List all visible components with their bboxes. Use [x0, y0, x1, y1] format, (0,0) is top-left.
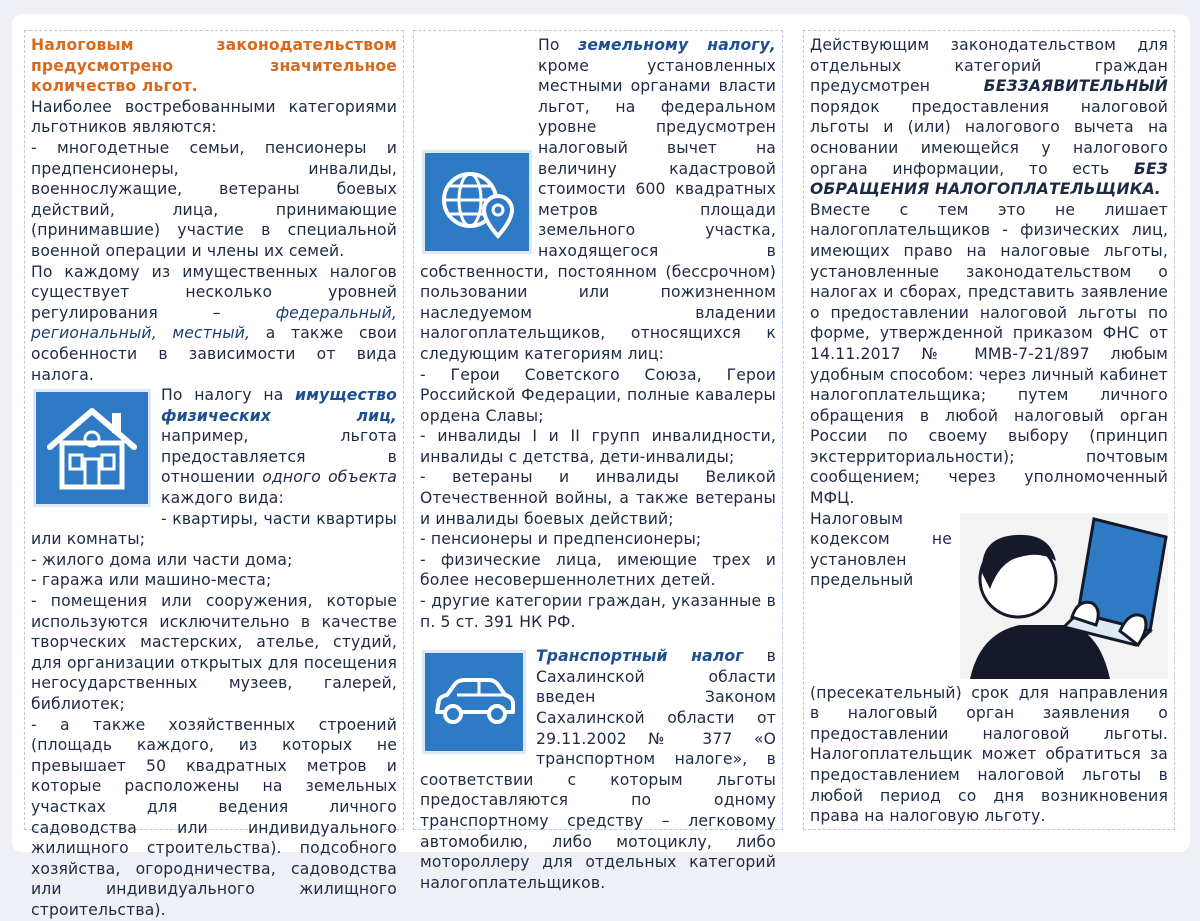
list-item: - а также хозяйственных строений (площадь каждого, из которых не превышает 50 квадратных метров и которые расположены на земельных участках для ведения личного садоводства или индивидуального жилищного строительства). подсобного хозяйства, огородничества, садоводства или индивидуального жилищного строительства).	[31, 715, 397, 919]
list-item: - гаража или машино-места;	[31, 571, 272, 590]
laptop-user-illustration	[960, 513, 1168, 679]
list-item: - помещения или сооружения, которые используются исключительно в качестве творческих мастерских, ателье, студий, для организации открытых для посещения негосударственных музеев, галерей, библиотек;	[31, 592, 397, 713]
column-property-tax	[24, 30, 404, 919]
car-icon	[422, 650, 526, 754]
no-application-paragraph: Действующим законодательством для отдельных категорий граждан предусмотрен БЕЗЗАЯВИТЕЛЬНЫЙ порядок предоставления налоговой льготы и (или) налогового вычета на основании имеющейся у налогового органа информации, то есть БЕЗ ОБРАЩЕНИЯ НАЛОГОПЛАТЕЛЬЩИКА.	[810, 36, 1168, 199]
categories-intro: Наиболее востребованными категориями льготников являются:	[31, 97, 397, 137]
list-item: - ветераны и инвалиды Великой Отечественной войны, а также ветераны и инвалиды боевых действий;	[420, 468, 776, 528]
deadline-paragraph: Налоговым кодексом не установлен предельный (пресекательный) срок для направления в налоговый орган заявления о предоставлении налоговой льготы. Налогоплательщик может обратиться за предоставлением налоговой льготы в любой период со дня возникновения права на налоговую льготу.	[810, 509, 1168, 826]
spacer	[420, 632, 776, 646]
transport-tax-paragraph: Транспортный налог в Сахалинской области введен Законом Сахалинской области от 29.11.2002 № 377 «О транспортном налоге», в соответствии с которым льготы предоставляются по одному транспортному средству – легковому автомобилю, либо мотоциклу, либо мотороллеру для отдельных категорий налогоплательщиков.	[420, 647, 776, 892]
list-item: - пенсионеры и предпенсионеры;	[420, 530, 702, 549]
application-paragraph: Вместе с тем это не лишает налогоплательщиков - физических лиц, имеющих право на налоговые льготы, установленные законодательством о налогах и сборах, представить заявление о предоставлении налоговой льготы по форме, утвержденной приказом ФНС от 14.11.2017 № ММВ-7-21/897 любым удобным способом: через личный кабинет налогоплательщика; путем личного обращения в любой налоговый орган России по своему выбору (принцип экстерриториальности); почтовым сообщением; через уполномоченный МФЦ.	[810, 200, 1168, 508]
list-item: - квартиры, части квартиры или комнаты;	[31, 509, 397, 549]
column-no-application	[803, 30, 1175, 830]
list-item: - физические лица, имеющие трех и более несовершеннолетних детей.	[420, 550, 776, 590]
house-icon	[33, 389, 151, 507]
categories-list: - многодетные семьи, пенсионеры и предпенсионеры, инвалиды, военнослужащие, ветераны боевых действий, лица, принимающие (принимавшие) участие в специальной военной операции и члены их семей.	[31, 138, 397, 260]
globe-location-icon	[422, 150, 532, 254]
list-item: - другие категории граждан, указанные в п. 5 ст. 391 НК РФ.	[420, 592, 776, 631]
column1-heading: Налоговым законодательством предусмотрено значительное количество льгот.	[31, 36, 397, 96]
list-item: - жилого дома или части дома;	[31, 550, 293, 569]
land-tax-paragraph: По земельному налогу, кроме установленных местными органами власти льгот, на федеральном уровне предусмотрен налоговый вычет на величину кадастровой стоимости 600 квадратных метров площади земельного участка, находящегося в собственности, постоянном (бессрочном) пользовании или пожизненном наследуемом владении налогоплательщиков, относящихся к следующим категориям лиц:	[420, 36, 776, 363]
list-item: - Герои Советского Союза, Герои Российской Федерации, полные кавалеры ордена Славы;	[420, 365, 776, 425]
list-item: - инвалиды I и II групп инвалидности, инвалиды с детства, дети-инвалиды;	[420, 427, 776, 466]
property-tax-paragraph: По налогу на имущество физических лиц, например, льгота предоставляется в отношении одного объекта каждого вида:	[161, 386, 397, 508]
regulation-levels: По каждому из имущественных налогов существует несколько уровней регулирования – федеральный, региональный, местный, а также свои особенности в зависимости от вида налога.	[31, 262, 397, 384]
